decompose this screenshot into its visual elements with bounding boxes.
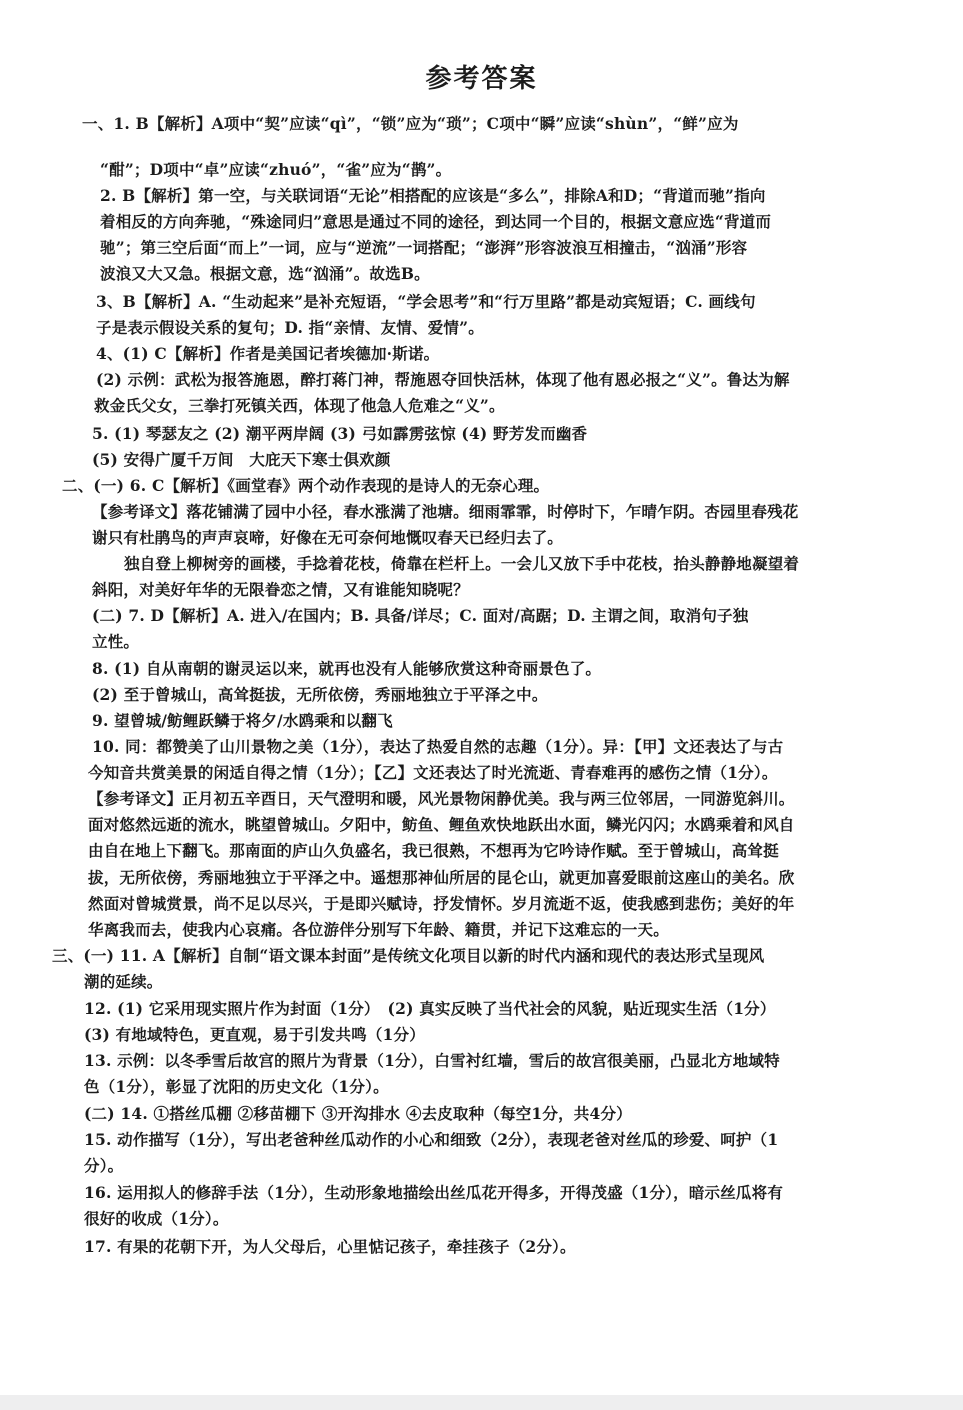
text-line: 很好的收成（1分）。: [84, 1209, 229, 1228]
text-line: (2) 至于曾城山，高耸挺拔，无所依傍，秀丽地独立于平泽之中。: [92, 685, 548, 704]
text-line: 3、B【解析】A. “生动起来”是补充短语，“学会思考”和“行万里路”都是动宾短语；C. 画线句: [96, 292, 756, 311]
text-line: 斜阳，对美好年华的无限眷恋之情，又有谁能知晓呢？: [92, 580, 469, 599]
bottom-strip: [0, 1395, 963, 1410]
text-line: 由自在地上下翻飞。那南面的庐山久负盛名，我已很熟，不想再为它吟诗作赋。至于曾城山，高耸挺: [88, 841, 779, 860]
text-line: 2. B【解析】第一空，与关联词语“无论”相搭配的应该是“多么”，排除A和D；“背道而驰”指向: [100, 186, 766, 205]
text-line: (2) 示例：武松为报答施恩，醉打蒋门神，帮施恩夺回快活林，体现了他有恩必报之“义”。鲁达为解: [96, 370, 790, 389]
text-line: 谢只有杜鹃鸟的声声哀啼，好像在无可奈何地慨叹春天已经归去了。: [92, 528, 564, 547]
text-line: 4、(1) C【解析】作者是美国记者埃德加·斯诺。: [96, 344, 440, 363]
text-line: “酣”；D项中“卓”应读“zhuó”，“雀”应为“鹊”。: [100, 160, 452, 179]
text-line: 一、1. B【解析】A项中“契”应读“qì”，“锁”应为“琐”；C项中“瞬”应读“shùn”，“鲜”应为: [82, 114, 739, 133]
text-line: 驰”；第三空后面“而上”一词，应与“逆流”一词搭配；“澎湃”形容波浪互相撞击，“汹涌”形容: [100, 238, 748, 257]
text-line: 分）。: [84, 1156, 124, 1175]
text-line: 16. 运用拟人的修辞手法（1分），生动形象地描绘出丝瓜花开得多，开得茂盛（1分），暗示丝瓜将有: [84, 1183, 784, 1202]
text-line: 二、(一) 6. C【解析】《画堂春》两个动作表现的是诗人的无奈心理。: [62, 476, 550, 495]
text-line: 15. 动作描写（1分），写出老爸种丝瓜动作的小心和细致（2分），表现老爸对丝瓜的珍爱、呵护（1: [84, 1130, 779, 1149]
text-line: 【参考译文】正月初五辛酉日，天气澄明和暖，风光景物闲静优美。我与两三位邻居，一同游览斜川。: [88, 789, 795, 808]
text-line: 12. (1) 它采用现实照片作为封面（1分） (2) 真实反映了当代社会的风貌，贴近现实生活（1分）: [84, 999, 776, 1018]
text-line: 13. 示例：以冬季雪后故宫的照片为背景（1分），白雪衬红墙，雪后的故宫很美丽，凸显北方地域特: [84, 1051, 780, 1070]
text-line: (3) 有地域特色，更直观，易于引发共鸣（1分）: [84, 1025, 425, 1044]
text-line: 然面对曾城赏景，尚不足以尽兴，于是即兴赋诗，抒发情怀。岁月流逝不返，使我感到悲伤；美好的年: [88, 894, 795, 913]
text-line: 华离我而去，使我内心哀痛。各位游伴分别写下年龄、籍贯，并记下这难忘的一天。: [88, 920, 669, 939]
text-line: 17. 有果的花朝下开，为人父母后，心里惦记孩子，牵挂孩子（2分）。: [84, 1237, 576, 1256]
text-line: 拔，无所依傍，秀丽地独立于平泽之中。遥想那神仙所居的昆仑山，就更加喜爱眼前这座山的美名。欣: [88, 868, 795, 887]
text-line: 今知音共赏美景的闲适自得之情（1分）；【乙】文还表达了时光流逝、青春难再的感伤之情（1分）。: [88, 763, 778, 782]
text-line: 面对悠然远逝的流水，眺望曾城山。夕阳中，鲂鱼、鲤鱼欢快地跃出水面，鳞光闪闪；水鸥乘着和风自: [88, 815, 795, 834]
text-line: 独自登上柳树旁的画楼，手捻着花枝，倚靠在栏杆上。一会儿又放下手中花枝，抬头静静地凝望着: [124, 554, 800, 573]
text-line: 立性。: [92, 632, 140, 651]
text-line: 波浪又大又急。根据文意，选“汹涌”。故选B。: [100, 264, 430, 283]
text-line: 5. (1) 琴瑟友之 (2) 潮平两岸阔 (3) 弓如霹雳弦惊 (4) 野芳发而幽香: [92, 424, 588, 443]
text-line: (二) 14. ①搭丝瓜棚 ②移苗棚下 ③开沟排水 ④去皮取种（每空1分，共4分）: [84, 1104, 632, 1123]
text-line: 潮的延续。: [84, 972, 163, 991]
text-line: 9. 望曾城/鲂鲤跃鳞于将夕/水鸥乘和以翻飞: [92, 711, 393, 730]
text-line: 三、(一) 11. A【解析】自制“语文课本封面”是传统文化项目以新的时代内涵和现代的表达形式呈现风: [52, 946, 765, 965]
text-line: 着相反的方向奔驰，“殊途同归”意思是通过不同的途径，到达同一个目的，根据文意应选“背道而: [100, 212, 772, 231]
text-line: 救金氏父女，三拳打死镇关西，体现了他急人危难之“义”。: [94, 396, 505, 415]
text-line: 8. (1) 自从南朝的谢灵运以来，就再也没有人能够欣赏这种奇丽景色了。: [92, 659, 602, 678]
page-title: 参考答案: [425, 64, 538, 94]
text-line: 色（1分），彰显了沈阳的历史文化（1分）。: [84, 1077, 389, 1096]
text-line: 【参考译文】落花铺满了园中小径，春水涨满了池塘。细雨霏霏，时停时下，乍晴乍阴。杏园里春残花: [92, 502, 799, 521]
text-line: (二) 7. D【解析】A. 进入/在国内；B. 具备/详尽；C. 面对/高踞；D. 主谓之间，取消句子独: [92, 606, 749, 625]
text-line: (5) 安得广厦千万间 大庇天下寒士俱欢颜: [92, 450, 391, 469]
text-line: 子是表示假设关系的复句；D. 指“亲情、友情、爱情”。: [96, 318, 484, 337]
text-line: 10. 同：都赞美了山川景物之美（1分），表达了热爱自然的志趣（1分）。异：【甲】文还表达了与古: [92, 737, 784, 756]
